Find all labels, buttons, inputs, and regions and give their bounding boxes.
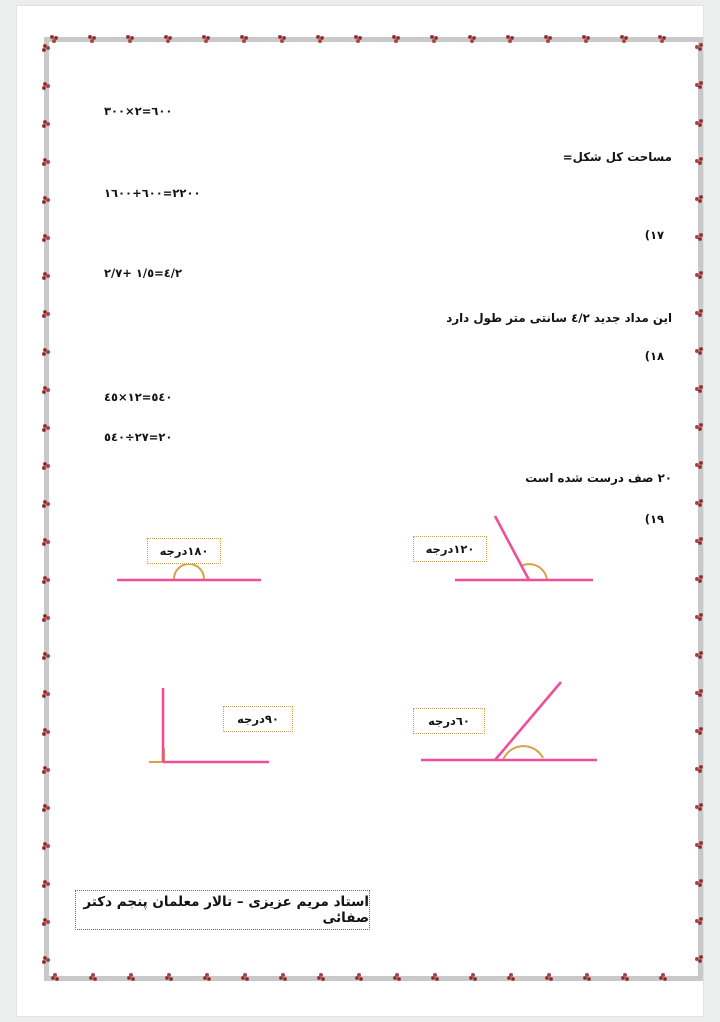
border-rail-left [44, 37, 49, 981]
flower-motif-icon [42, 689, 51, 698]
flower-motif-icon [694, 537, 703, 546]
flower-motif-icon [316, 972, 325, 981]
flower-motif-icon [202, 35, 211, 44]
flower-motif-icon [694, 119, 703, 128]
flower-motif-icon [544, 35, 553, 44]
flower-motif-icon [42, 765, 51, 774]
figure-angle-90 [109, 674, 319, 774]
angle-180-label: ١٨٠درجه [147, 538, 221, 564]
flower-motif-icon [50, 972, 59, 981]
flower-motif-icon [694, 233, 703, 242]
flower-motif-icon [658, 972, 667, 981]
flower-motif-icon [42, 803, 51, 812]
flower-motif-icon [354, 35, 363, 44]
equation-line-5: ٥٤٠÷٢٧=٢٠ [104, 430, 173, 444]
flower-motif-icon [694, 575, 703, 584]
border-rail-bottom [44, 976, 703, 981]
flower-motif-icon [278, 35, 287, 44]
flower-motif-icon [42, 537, 51, 546]
flower-motif-icon [50, 35, 59, 44]
flower-motif-icon [694, 765, 703, 774]
flower-motif-icon [42, 727, 51, 736]
flower-motif-icon [42, 271, 51, 280]
flower-motif-icon [582, 972, 591, 981]
flower-motif-icon [694, 195, 703, 204]
flower-motif-icon [694, 651, 703, 660]
angle-180-arc [174, 564, 204, 579]
flower-motif-icon [42, 233, 51, 242]
flower-motif-icon [694, 81, 703, 90]
flower-motif-icon [164, 972, 173, 981]
flower-motif-icon [694, 689, 703, 698]
flower-motif-icon [392, 35, 401, 44]
figure-angle-120 [373, 502, 593, 606]
question-number-17: (١٧ [644, 228, 664, 242]
figure-angle-60 [383, 674, 613, 774]
flower-motif-icon [694, 461, 703, 470]
flower-motif-icon [240, 972, 249, 981]
flower-motif-icon [126, 972, 135, 981]
flower-motif-icon [620, 35, 629, 44]
flower-motif-icon [278, 972, 287, 981]
flower-motif-icon [354, 972, 363, 981]
flower-motif-icon [392, 972, 401, 981]
flower-motif-icon [544, 972, 553, 981]
flower-motif-icon [88, 972, 97, 981]
flower-motif-icon [126, 35, 135, 44]
angle-60-label: ٦٠درجه [413, 708, 485, 734]
flower-motif-icon [42, 841, 51, 850]
answer-row-count: ٢٠ صف درست شده است [525, 471, 672, 485]
angle-120-ray [495, 516, 529, 580]
flower-motif-icon [430, 972, 439, 981]
flower-motif-icon [620, 972, 629, 981]
equation-line-1: ٣٠٠×٢=٦٠٠ [104, 104, 173, 118]
flower-motif-icon [468, 972, 477, 981]
flower-motif-icon [694, 347, 703, 356]
answer-pencil-length: این مداد جدید ٤/٢ سانتی متر طول دارد [446, 311, 672, 325]
equation-line-4: ٤٥×١٢=٥٤٠ [104, 390, 173, 404]
flower-motif-icon [468, 35, 477, 44]
flower-motif-icon [694, 157, 703, 166]
border-rail-top [44, 37, 703, 42]
border-rail-right [698, 37, 703, 981]
flower-motif-icon [42, 423, 51, 432]
flower-motif-icon [658, 35, 667, 44]
flower-motif-icon [316, 35, 325, 44]
flower-motif-icon [42, 461, 51, 470]
flower-motif-icon [202, 972, 211, 981]
flower-motif-icon [506, 972, 515, 981]
angle-90-label: ٩٠درجه [223, 706, 293, 732]
flower-motif-icon [240, 35, 249, 44]
flower-motif-icon [42, 119, 51, 128]
flower-motif-icon [42, 347, 51, 356]
flower-motif-icon [694, 499, 703, 508]
flower-motif-icon [694, 955, 703, 964]
flower-motif-icon [42, 157, 51, 166]
flower-motif-icon [694, 917, 703, 926]
question-number-18: (١٨ [644, 349, 664, 363]
angle-60-ray [495, 682, 561, 760]
angle-120-label: ١٢٠درجه [413, 536, 487, 562]
flower-motif-icon [42, 385, 51, 394]
flower-motif-icon [582, 35, 591, 44]
flower-motif-icon [42, 309, 51, 318]
flower-motif-icon [694, 841, 703, 850]
page-sheet [17, 6, 703, 1016]
label-total-area: مساحت کل شکل= [562, 150, 672, 164]
equation-line-3: ٢/٧+ ١/٥=٤/٢ [104, 266, 182, 280]
flower-motif-icon [694, 271, 703, 280]
equation-line-2: ١٦٠٠+٦٠٠=٢٢٠٠ [104, 186, 201, 200]
flower-motif-icon [42, 575, 51, 584]
flower-motif-icon [42, 43, 51, 52]
teacher-credit-text: استاد مریم عزیزی – تالار معلمان پنجم دکتر صفائی [83, 894, 369, 926]
angle-60-arc [503, 746, 543, 760]
answer-content [53, 46, 694, 971]
flower-motif-icon [694, 423, 703, 432]
flower-motif-icon [42, 499, 51, 508]
flower-motif-icon [694, 309, 703, 318]
flower-motif-icon [42, 917, 51, 926]
flower-motif-icon [42, 879, 51, 888]
flower-motif-icon [694, 613, 703, 622]
flower-motif-icon [430, 35, 439, 44]
flower-motif-icon [42, 955, 51, 964]
flower-motif-icon [694, 385, 703, 394]
flower-motif-icon [42, 613, 51, 622]
question-number-19: (١٩ [644, 512, 664, 526]
flower-motif-icon [42, 81, 51, 90]
flower-motif-icon [88, 35, 97, 44]
flower-motif-icon [694, 727, 703, 736]
flower-motif-icon [164, 35, 173, 44]
flower-motif-icon [694, 43, 703, 52]
flower-motif-icon [42, 651, 51, 660]
figure-angle-180 [109, 536, 319, 606]
flower-motif-icon [506, 35, 515, 44]
flower-motif-icon [694, 879, 703, 888]
flower-motif-icon [694, 803, 703, 812]
teacher-credit-box [75, 890, 370, 930]
flower-motif-icon [42, 195, 51, 204]
